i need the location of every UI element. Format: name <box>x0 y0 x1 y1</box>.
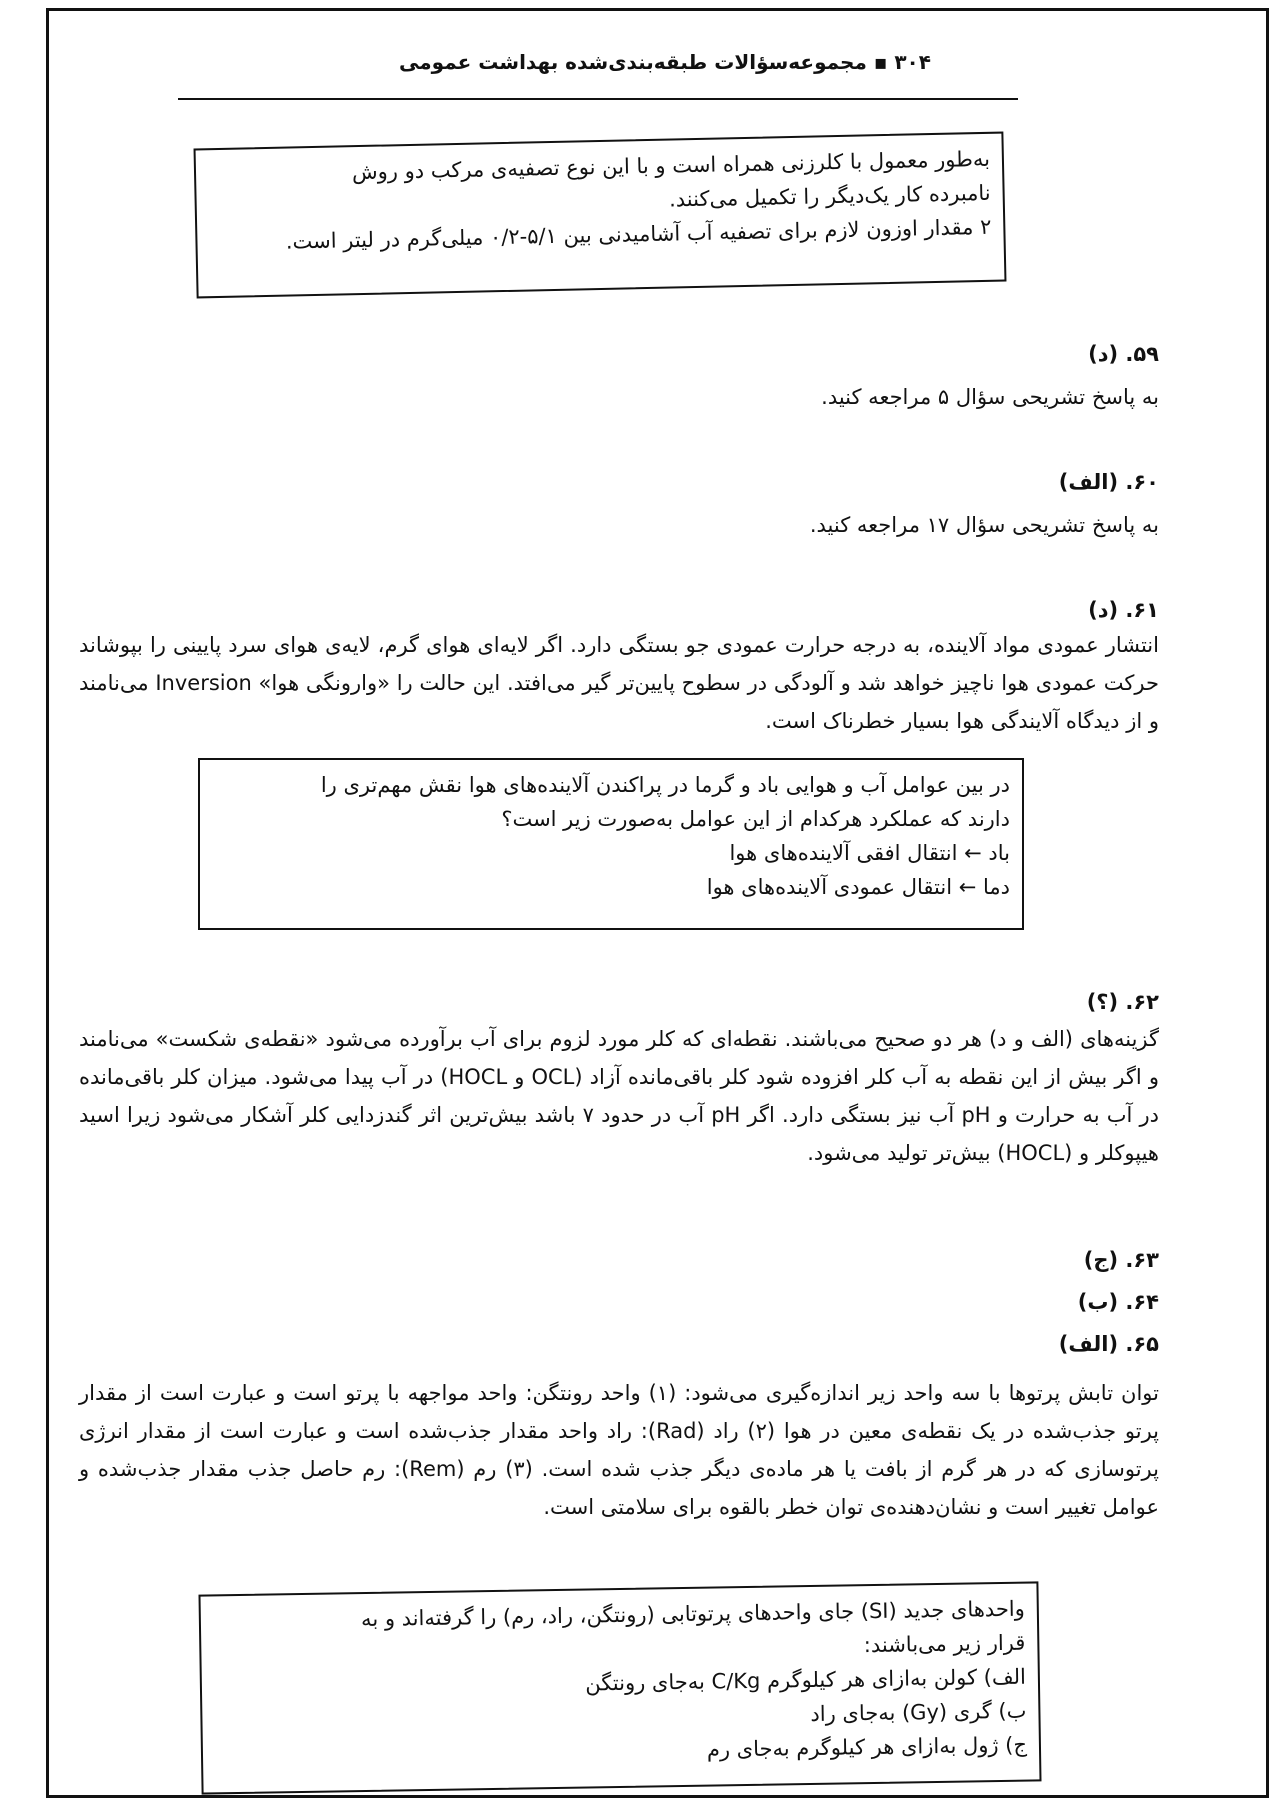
answer-paragraph: انتشار عمودی مواد آلاینده، به درجه حرارت عمودی جو بستگی دارد. اگر لایه‌ای هوای گرم، لایه‌ی هوای سرد پایینی را بپوشاند حرکت عمودی هوا ناچیز خواهد شد و آلودگی در سطوح پایین‌تر گیر می‌افتد. این حالت را «وارونگی هوا» Inversion می‌نامند و از دیدگاه آلایندگی هوا بسیار خطرناک است. <box>79 633 1159 733</box>
answer-text-65 <box>79 1374 1159 1526</box>
answer-paragraph: توان تابش پرتوها با سه واحد زیر اندازه‌گیری می‌شود: (۱) واحد رونتگن: واحد مواجهه با پرتو است و عبارت است از مقدار پرتو جذب‌شده در یک نقطه‌ی معین در هوا (۲) راد (Rad): راد واحد مقدار جذب‌شده است و عبارت است از مقدار انرژی پرتوسازی که در هر گرم از بافت یا هر ماده‌ی دیگر جذب شده است. (۳) رم (Rem): رم حاصل جذب مقدار جذب‌شده و عوامل تغییر است و نشان‌دهنده‌ی توان خطر بالقوه برای سلامتی است. <box>79 1381 1159 1519</box>
note-box-air-pollutants <box>198 758 1024 930</box>
answer-heading-63: ۶۳. (ج) <box>1083 1248 1159 1272</box>
note-line: باد ← انتقال افقی آلاینده‌های هوا <box>729 841 1010 865</box>
note-line: در بین عوامل آب و هوایی باد و گرما در پراکندن آلاینده‌های هوا نقش مهم‌تری را <box>320 773 1010 797</box>
note-line: ۲ مقدار اوزون لازم برای تصفیه آب آشامیدنی بین ۵/۱-۰/۲ میلی‌گرم در لیتر است. <box>285 214 992 254</box>
note-line: واحدهای جدید (SI) جای واحدهای پرتوتابی (رونتگن، راد، رم) را گرفته‌اند و به <box>360 1596 1025 1632</box>
note-line: ب) گری (Gy) به‌جای راد <box>810 1698 1027 1727</box>
note-line: به‌طور معمول با کلرزنی همراه است و با این نوع تصفیه‌ی مرکب دو روش <box>351 146 991 185</box>
answer-heading-60: ۶۰. (الف) <box>1058 470 1159 494</box>
answer-paragraph: به پاسخ تشریحی سؤال ۱۷ مراجعه کنید. <box>809 513 1159 537</box>
note-line: دما ← انتقال عمودی آلاینده‌های هوا <box>706 875 1010 899</box>
answer-text-59 <box>79 378 1159 416</box>
header-divider <box>178 98 1018 100</box>
answer-text-60 <box>79 506 1159 544</box>
answer-heading-65: ۶۵. (الف) <box>1058 1332 1159 1356</box>
note-line: الف) کولن به‌ازای هر کیلوگرم C/Kg به‌جای رونتگن <box>585 1664 1027 1696</box>
answer-text-62 <box>79 1020 1159 1172</box>
answer-heading-64: ۶۴. (ب) <box>1077 1290 1159 1314</box>
answer-paragraph: گزینه‌های (الف و د) هر دو صحیح می‌باشند. نقطه‌ای که کلر مورد لزوم برای آب برآورده می‌شود «نقطه‌ی شکست» می‌نامند و اگر بیش از این نقطه به آب کلر افزوده شود کلر باقی‌مانده آزاد (OCL و HOCL) در آب پیدا می‌شود. میزان کلر باقی‌مانده در آب به حرارت و pH آب نیز بستگی دارد. اگر pH آب در حدود ۷ باشد بیش‌ترین اثر گندزدایی کلر آشکار می‌شود زیرا اسید هیپوکلر و (HOCL) بیش‌تر تولید می‌شود. <box>79 1027 1160 1165</box>
answer-paragraph: به پاسخ تشریحی سؤال ۵ مراجعه کنید. <box>821 385 1159 409</box>
note-box-si-units <box>198 1581 1041 1794</box>
answer-text-61 <box>79 626 1159 740</box>
note-box-ozone <box>194 132 1007 299</box>
note-line: قرار زیر می‌باشند: <box>863 1630 1026 1658</box>
answer-heading-61: ۶۱. (د) <box>1088 598 1159 622</box>
note-line: نامبرده کار یک‌دیگر را تکمیل می‌کنند. <box>668 180 991 212</box>
answer-heading-62: ۶۲. (؟) <box>1086 990 1159 1014</box>
answer-heading-59: ۵۹. (د) <box>1088 342 1159 366</box>
note-line: ج) ژول به‌ازای هر کیلوگرم به‌جای رم <box>706 1732 1028 1762</box>
page-header: ۳۰۴ ▪ مجموعه‌سؤالات طبقه‌بندی‌شده بهداشت عمومی <box>399 50 931 74</box>
note-line: دارند که عملکرد هرکدام از این عوامل به‌صورت زیر است؟ <box>501 807 1010 831</box>
